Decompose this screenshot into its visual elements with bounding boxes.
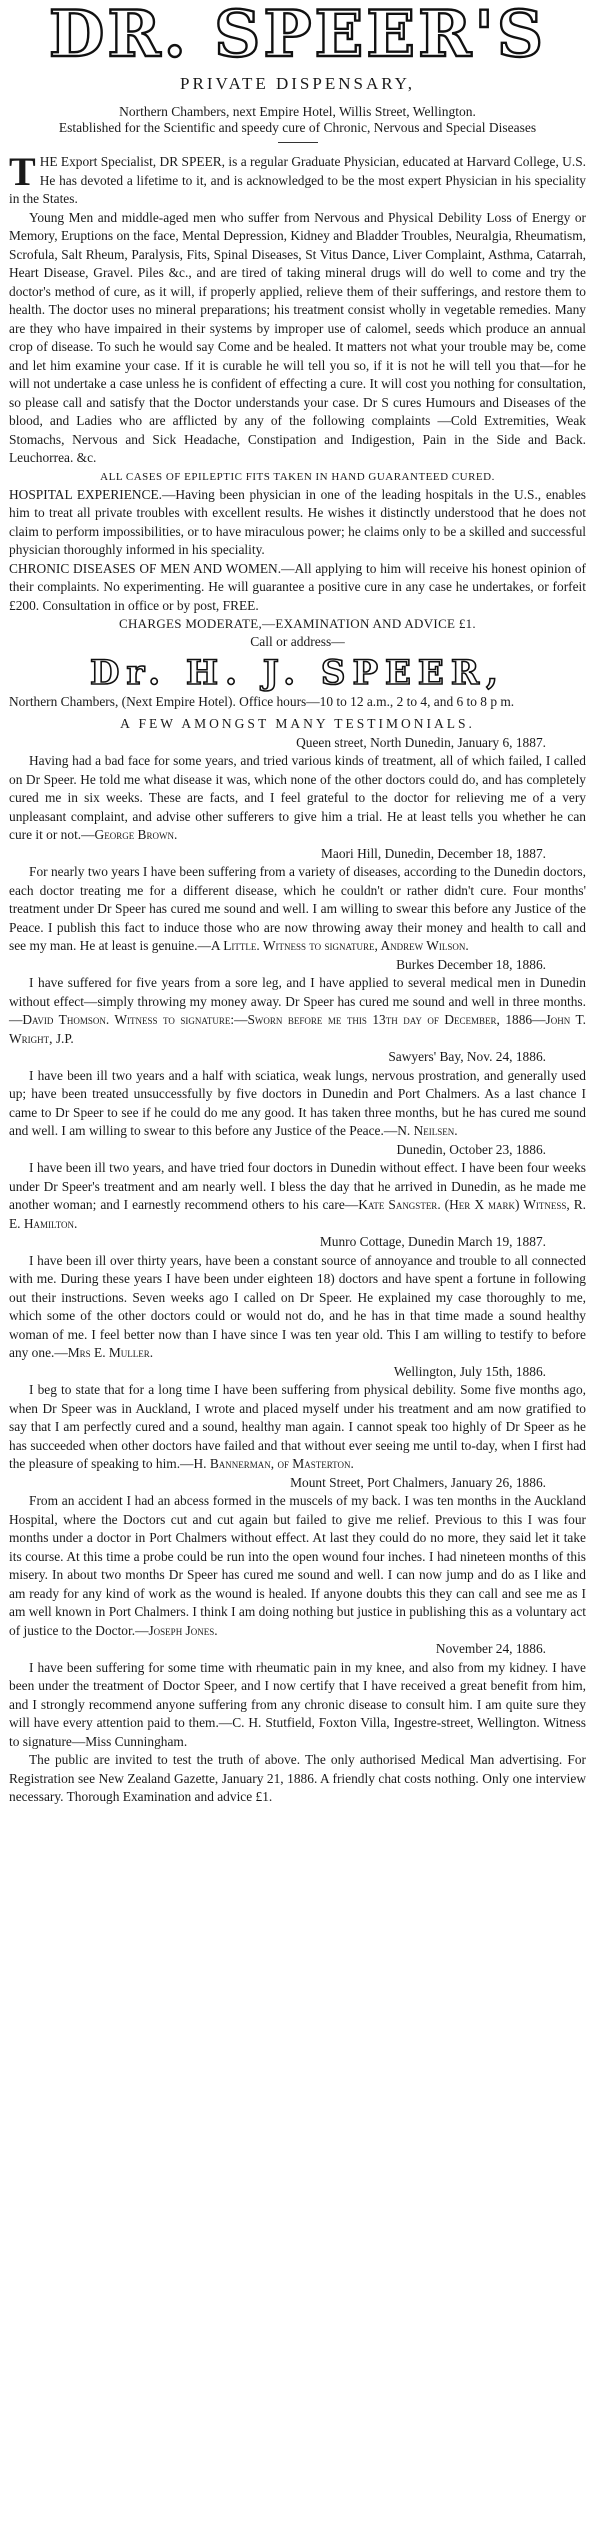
- testimonial-text: [9, 1067, 586, 1141]
- charges-line: CHARGES MODERATE,—EXAMINATION AND ADVICE £1.: [119, 616, 476, 631]
- testimonial-body: I have suffered for five years from a sore leg, and I have applied to several medical men in Dunedin without effect—simply throwing my money away. Dr Speer has cured me sound and well in three months.—: [9, 975, 586, 1027]
- testimonial-body: I beg to state that for a long time I have been suffering from physical debility. Some five months ago, when Dr Speer was in Auckland, I wrote and placed myself under his treatment and am now gratified to say that I am perfectly cured and a sound, healthy man again. I cannot speak too highly of Dr Speer as he has succeeded when other doctors have failed and that without ever seeing me until to-day, when I first had the pleasure of speaking to him.—: [9, 1382, 586, 1471]
- testimonial-text: [9, 1252, 586, 1363]
- testimonial-dateline: Mount Street, Port Chalmers, January 26, 1886.: [290, 1474, 546, 1490]
- doctor-name-banner: Dr. H. J. SPEER,: [90, 653, 505, 693]
- call-address-label: Call or address—: [250, 634, 345, 649]
- divider-rule: [278, 142, 318, 143]
- testimonial-text: [9, 863, 586, 956]
- testimonial-signature: Joseph Jones.: [148, 1622, 218, 1638]
- testimonial-body: From an accident I had an abcess formed in the muscels of my back. I was ten months in the Auckland Hospital, where the Doctors cut and cut again but failed to give me relief. Previous to this I was four months under a doctor in Port Chalmers without effect. At last they could do no more, they said let it take its course. At this time a probe could be run into the open wound four inches. I had nineteen months of this misery. In about two months Dr Speer has cured me sound and well. I can now jump and do as I like and am ready for any kind of work as the wound is healed. If anyone doubts this they can call and see me as I am well known in Port Chalmers. I think I am doing nothing but justice in publishing this as a voluntary act of justice to the Doctor.—: [9, 1493, 586, 1638]
- testimonial-dateline: Munro Cottage, Dunedin March 19, 1887.: [319, 1234, 546, 1249]
- epileptic-notice: ALL CASES OF EPILEPTIC FITS TAKEN IN HAND GUARANTEED CURED.: [100, 470, 495, 483]
- masthead-subtitle: PRIVATE DISPENSARY,: [180, 74, 415, 93]
- office-hours-paragraph: Northern Chambers, (Next Empire Hotel). Office hours—10 to 12 a.m., 2 to 4, and 6 to 8 p m.: [9, 694, 515, 709]
- testimonial-body: I have been ill over thirty years, have been a constant source of annoyance and trouble to all connected with me. During these years I have been under eighteen 18) doctors and have spent a fortune in following out their instructions. Seven weeks ago I called on Dr Speer. He explained my case thoroughly to me, which some of the other doctors could or would not do, and he has in that time made a sound healthy woman of me. I feel better now than I have since I was ten year old. This I am willing to testify to before any one.—: [9, 1252, 586, 1360]
- testimonial-dateline: Maori Hill, Dunedin, December 18, 1887.: [321, 845, 546, 861]
- testimonial-body: Having had a bad face for some years, and tried various kinds of treatment, all of which failed, I called on Dr Speer. He told me what disease it was, which none of the other doctors could do, and has completely cured me in six weeks. These are facts, and I feel grateful to the doctor for relieving me of a very unpleasant complaint, and advise other sufferers to give him a trial. He at least tells you whether he can cure it or not.—: [9, 753, 586, 842]
- intro-paragraph: [9, 149, 586, 209]
- testimonial-body: I have been ill two years and a half with sciatica, weak lungs, nervous prostration, and generally used up; have been treated unsuccessfully by five doctors in Dunedin and Port Chalmers. As a last chance I came to Dr Speer to see if he could do me any good. It has taken three months, but he has cured me sound and well. I am willing to swear to this before any Justice of the Peace.—: [9, 1067, 586, 1138]
- testimonial-dateline: Queen street, North Dunedin, January 6, 1887.: [296, 734, 546, 750]
- testimonial-text: [9, 1492, 586, 1640]
- testimonial-text: [9, 1159, 586, 1233]
- testimonial-signature: Kate Sangster. (Her X mark) Witness, R. E. Hamilton.: [9, 1197, 587, 1231]
- testimonial-text: [9, 974, 586, 1048]
- testimonial-body: I have been ill two years, and have tried four doctors in Dunedin without effect. I have been four weeks under Dr Speer's treatment and am nearly well. I bless the day that he arrived in Dunedin, as he made me another woman; and I earnestly recommend others to his care—: [9, 1160, 586, 1212]
- symptoms-paragraph: Young Men and middle-aged men who suffer from Nervous and Physical Debility Loss of Energy or Memory, Eruptions on the face, Mental Depression, Kidney and Bladder Troubles, Neuralgia, Rheumatism, Scrofula, Salt Rheum, Paralysis, Fits, Spinal Diseases, St Vitus Dance, Liver Complaint, Asthma, Catarrah, Heart Disease, Gravel. Piles &c., and are tired of taking mineral drugs will do well to come and try the doctor's method of cure, as it will, if properly applied, relieve them of their sufferings, and restore them to health. The doctor uses no mineral preparations; his treatment consist wholly in vegetable remedies. Many are they who have impaired in their systems by improper use of calomel, seeds which produce an annual crop of disease. To such he would say Come and be healed. It matters not what your trouble may be, come and let him examine your case. If it is curable he will tell you so, if it is not he will tell you that—for he will not undertake a case unless he is confident of effecting a cure. It will cost you nothing for consultation, so please call and satisfy that the Doctor understands your case. Dr S cures Humours and Diseases of the blood, and Ladies who are afflicted by any of the following complaints —Cold Extremities, Weak Stomachs, Nervous and Sick Headache, Constipation and Indigestion, Pain in the Side and Back. Leuchorrea. &c.: [9, 209, 586, 465]
- intro-text: HE Export Specialist, DR SPEER, is a regular Graduate Physician, educated at Harvard College, U.S. He has devoted a lifetime to it, and is acknowledged to be the most expert Physician in his speciality in the States.: [9, 154, 586, 206]
- testimonial-text: [9, 1381, 586, 1474]
- masthead-title: DR. SPEER'S: [48, 0, 547, 72]
- testimonial-signature: N. Neilsen.: [397, 1123, 458, 1138]
- hospital-experience-paragraph: HOSPITAL EXPERIENCE.—Having been physician in one of the leading hospitals in the U.S., enables him to treat all private troubles with excellent results. He wishes it distinctly understood that he does not claim to perform impossibilities, or to have miraculous power; he claims only to be a skilled and successful physician thoroughly informed in his speciality.: [9, 486, 586, 557]
- testimonials-heading: A FEW AMONGST MANY TESTIMONIALS.: [120, 715, 475, 731]
- testimonial-dateline: November 24, 1886.: [435, 1641, 546, 1656]
- testimonial-list: [9, 734, 586, 1752]
- testimonial-body: For nearly two years I have been suffering from a variety of diseases, according to the Dunedin doctors, each doctor treating me for a different disease, which he couldn't or rather didn't cure. Four months' treatment under Dr Speer has cured me sound and well. I am willing to swear this before any Justice of the Peace. I publish this fact to induce those who are now throwing away their money and health to call and see my man. He at least is genuine.—: [9, 864, 586, 953]
- testimonial-signature: A Little. Witness to signature, Andrew Wilson.: [210, 938, 469, 953]
- testimonial-body: I have been suffering for some time with rheumatic pain in my knee, and also from my kidney. I have been under the treatment of Doctor Speer, and I now certify that I have received a great benefit from him, and I strongly recommend anyone suffering from any chronic disease to consult him. I am quite sure they will have every attention paid to them.—C. H. Stutfield, Foxton Villa, Ingestre-street, Wellington. Witness to signature—Miss Cunningham.: [9, 1659, 586, 1749]
- testimonial-text: [9, 1659, 586, 1752]
- testimonial-text: [9, 752, 586, 845]
- testimonial-signature: H. Bannerman, of Masterton.: [193, 1456, 354, 1471]
- drop-cap-letter: T: [9, 149, 36, 194]
- established-line: Established for the Scientific and speedy cure of Chronic, Nervous and Special Diseases: [58, 120, 537, 135]
- chronic-diseases-paragraph: CHRONIC DISEASES OF MEN AND WOMEN.—All applying to him will receive his honest opinion of their complaints. No experimenting. He will guarantee a positive cure in any case he undertakes, or forfeit £200. Consultation in office or by post, FREE.: [9, 560, 586, 613]
- testimonial-signature: Mrs E. Muller.: [67, 1345, 154, 1360]
- testimonial-dateline: Sawyers' Bay, Nov. 24, 1886.: [388, 1049, 546, 1064]
- testimonial-signature: David Thomson. Witness to signature:—Sworn before me this 13th day of December, 1886—John T. Wright, J.P.: [9, 1012, 586, 1046]
- closing-paragraph: The public are invited to test the truth of above. The only authorised Medical Man advertising. For Registration see New Zealand Gazette, January 21, 1886. A friendly chat costs nothing. Only one interview necessary. Thorough Examination and advice £1.: [9, 1752, 586, 1804]
- testimonial-dateline: Burkes December 18, 1886.: [396, 956, 546, 972]
- testimonial-dateline: Wellington, July 15th, 1886.: [393, 1363, 546, 1379]
- testimonial-signature: George Brown.: [94, 827, 178, 842]
- address-line: Northern Chambers, next Empire Hotel, Willis Street, Wellington.: [119, 104, 476, 119]
- testimonial-dateline: Dunedin, October 23, 1886.: [396, 1141, 546, 1157]
